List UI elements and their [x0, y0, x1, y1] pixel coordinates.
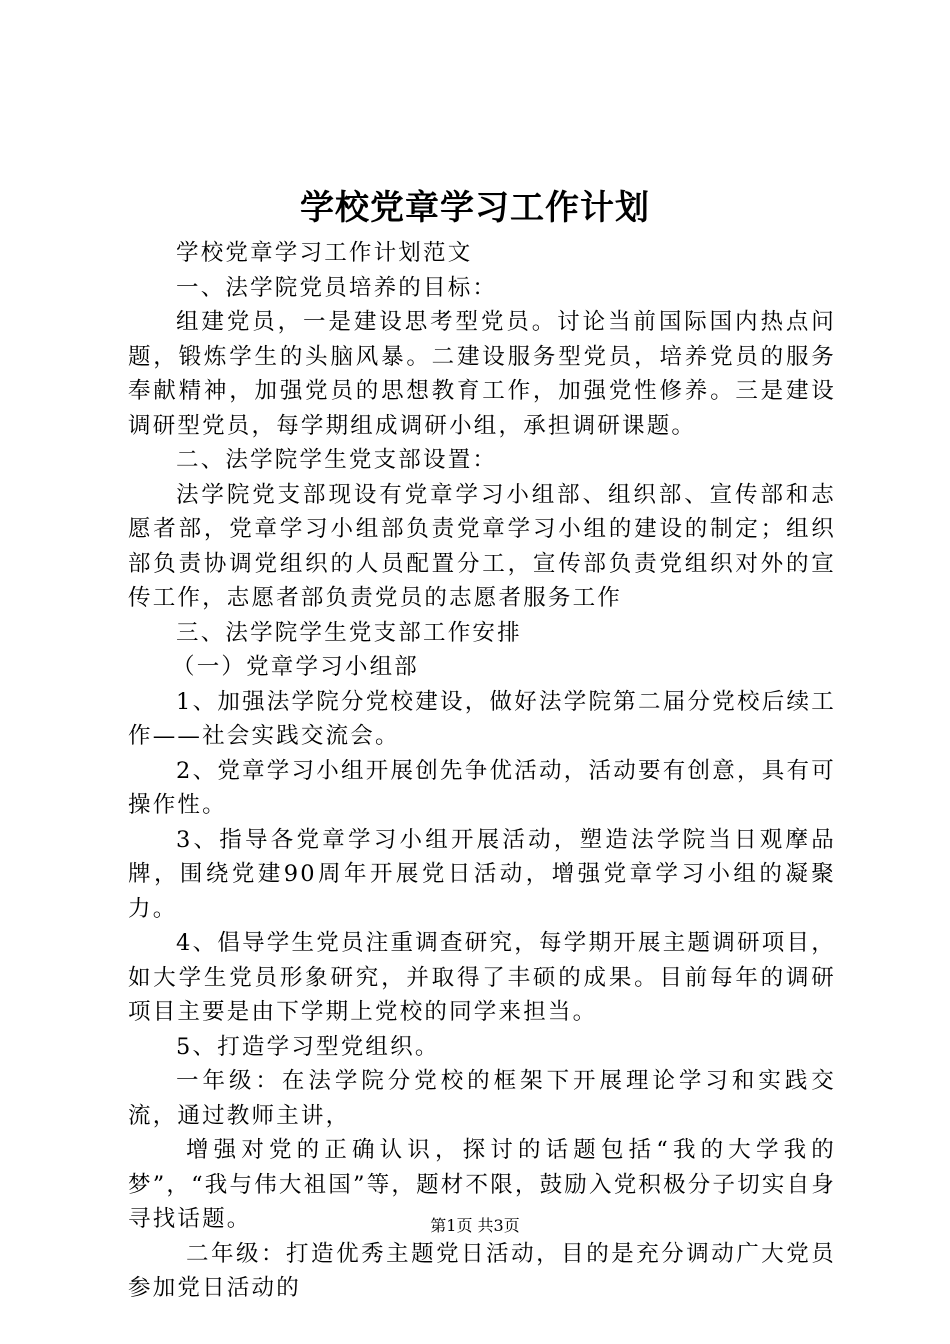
page-number: 第1页 共3页 [430, 1216, 520, 1235]
paragraph-subheading: （一）党章学习小组部 [172, 654, 420, 680]
paragraph-item-2: 2、党章学习小组开展创先争优活动，活动要有创意，具有可操作性。 [128, 757, 836, 818]
paragraph: 法学院党支部现设有党章学习小组部、组织部、宣传部和志愿者部，党章学习小组部负责党章学习小组的建设的制定；组织部负责协调党组织的人员配置分工，宣传部负责党组织对外的宣传工作，志愿者部负责党员的志愿者服务工作 [128, 481, 836, 611]
paragraph-item-5: 5、打造学习型党组织。 [176, 1033, 440, 1060]
paragraph: 增强对党的正确认识，探讨的话题包括“我的大学我的梦”，“我与伟大祖国”等，题材不限，鼓励入党积极分子切实自身寻找话题。 [128, 1137, 837, 1232]
paragraph: 二年级：打造优秀主题党日活动，目的是充分调动广大党员参加党日活动的 [128, 1240, 836, 1301]
document-title: 学校党章学习工作计划 [300, 188, 650, 228]
document-body [128, 236, 836, 1306]
paragraph-item-4: 4、倡导学生党员注重调查研究，每学期开展主题调研项目，如大学生党员形象研究，并取得了丰硕的成果。目前每年的调研项目主要是由下学期上党校的同学来担当。 [128, 930, 836, 1025]
paragraph: 组建党员，一是建设思考型党员。讨论当前国际国内热点问题，锻炼学生的头脑风暴。二建设服务型党员，培养党员的服务奉献精神，加强党员的思想教育工作，加强党性修养。三是建设调研型党员，每学期组成调研小组，承担调研课题。 [128, 309, 836, 439]
paragraph-heading-2: 二、法学院学生党支部设置： [176, 447, 498, 473]
paragraph-heading-1: 一、法学院党员培养的目标： [176, 274, 498, 301]
paragraph-item-3: 3、指导各党章学习小组开展活动，塑造法学院当日观摩品牌，围绕党建90周年开展党日活动，增强党章学习小组的凝聚力。 [128, 826, 836, 922]
paragraph-item-1: 1、加强法学院分党校建设，做好法学院第二届分党校后续工作——社会实践交流会。 [128, 688, 836, 749]
paragraph-heading-3: 三、法学院学生党支部工作安排 [176, 619, 522, 646]
paragraph: 一年级：在法学院分党校的框架下开展理论学习和实践交流，通过教师主讲， [128, 1068, 836, 1129]
paragraph-subtitle: 学校党章学习工作计划范文 [176, 240, 473, 266]
